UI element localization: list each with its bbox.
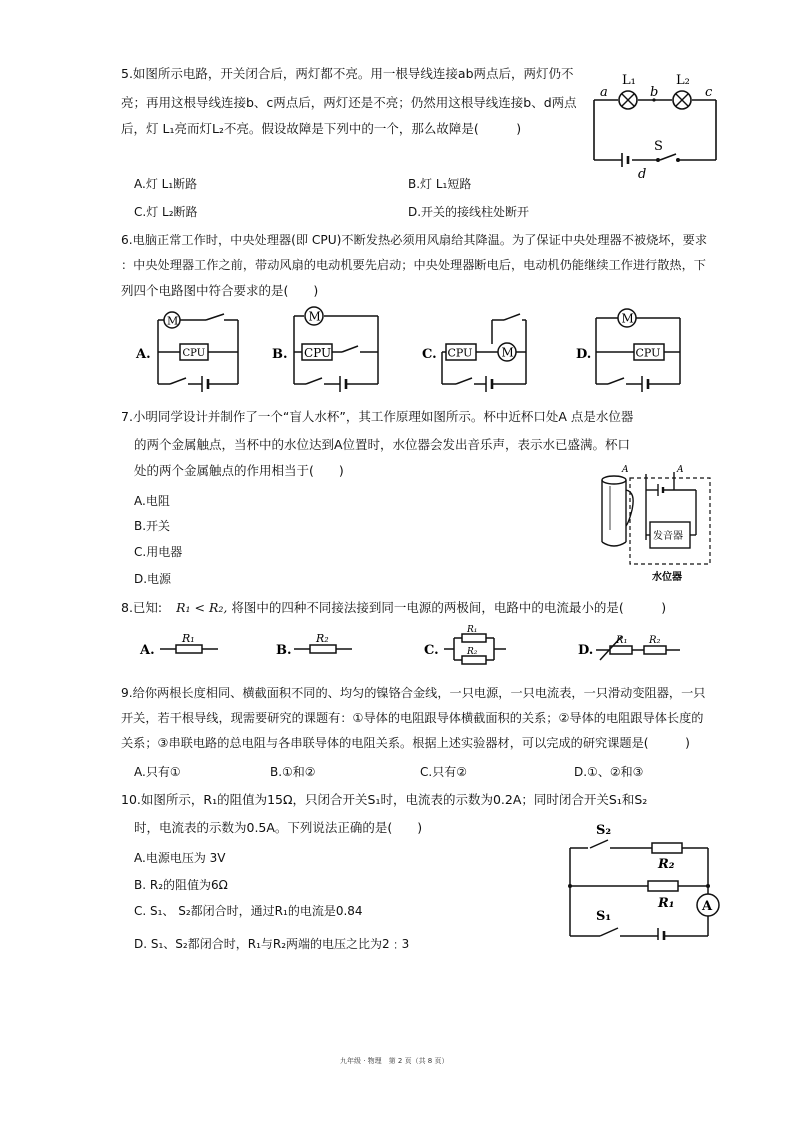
q9-option-c: C.只有② [420, 765, 467, 779]
q7-line3: 处的两个金属触点的作用相当于( ) [134, 463, 344, 478]
q5-label-S: S [654, 139, 663, 154]
q9-line1: 9.给你两根长度相同、横截面积不同的、均匀的镍铬合金线，一只电源，一只电流表，一只滑动变阻器，一只 [121, 686, 706, 700]
q5-option-b: B.灯 L₁短路 [408, 177, 472, 191]
q6-label-d: D. [576, 347, 592, 362]
q7-option-d: D.电源 [134, 572, 172, 586]
q5-label-d: d [638, 167, 647, 182]
q10-option-b: B. R₂的阻值为6Ω [134, 878, 228, 892]
q8-d-R1: R₁ [616, 635, 628, 646]
q7-line2: 的两个金属触点，当杯中的水位达到A位置时，水位器会发出音乐声，表示水已盛满。杯口 [134, 437, 631, 452]
q10-option-c: C. S₁、 S₂都闭合时，通过R₁的电流是0.84 [134, 904, 363, 918]
q6-a-cpu: CPU [182, 348, 206, 359]
q9-option-b: B.①和② [270, 765, 316, 779]
q6-circuit-d [574, 304, 686, 396]
q6-d-cpu: CPU [635, 346, 661, 360]
q10-option-d: D. S₁、S₂都闭合时，R₁与R₂两端的电压之比为2﹕3 [134, 937, 410, 951]
q6-b-cpu: CPU [304, 346, 332, 360]
q8-stem [121, 600, 666, 616]
q5-label-L2: L₂ [676, 73, 690, 88]
q6-d-motor: M [621, 311, 634, 326]
q5-option-a: A.灯 L₁断路 [134, 177, 198, 191]
q7-water-cup-figure [596, 460, 716, 584]
q5-option-c: C.灯 L₂断路 [134, 205, 198, 219]
q8-label-b: B. [276, 643, 292, 658]
q8-label-a: A. [140, 643, 155, 658]
q10-label-R2: R₂ [658, 857, 675, 872]
q7-option-a: A.电阻 [134, 494, 170, 508]
q5-line2: 亮；再用这根导线连接b、c两点后，两灯还是不亮；仍然用这根导线连接b、d两点 [121, 95, 577, 110]
q6-line2: ：中央处理器工作之前，带动风扇的电动机要先启动；中央处理器断电后，电动机仍能继续工作进行散热，下 [121, 258, 706, 272]
q9-line3: 关系；③串联电路的总电阻与各串联导体的电阻关系。根据上述实验器材，可以完成的研究课题是( ) [121, 736, 690, 750]
q8-option-a-figure [138, 630, 222, 664]
q8-label-d: D. [578, 643, 594, 658]
cup-icon [602, 476, 633, 546]
page-footer: 九年级 · 物理 第 2 页（共 8 页） [340, 1057, 449, 1065]
q9-option-a: A.只有① [134, 765, 181, 779]
q6-circuit-c [422, 306, 534, 396]
q6-line1: 6.电脑正常工作时，中央处理器(即 CPU)不断发热必须用风扇给其降温。为了保证中央处理器不被烧坏，要求 [121, 233, 708, 247]
q8-c-R2: R₂ [467, 647, 478, 657]
q10-label-S1: S₁ [596, 909, 612, 924]
q5-circuit-figure [588, 70, 723, 182]
q7-line1: 7.小明同学设计并制作了一个“盲人水杯”，其工作原理如图所示。杯中近杯口处A 点是水位器 [121, 409, 634, 424]
lamp-L1 [619, 91, 637, 109]
q5-label-a: a [600, 85, 608, 100]
q7-label-A-right: A [677, 465, 684, 475]
q10-circuit-figure [560, 820, 722, 940]
q10-label-S2: S₂ [596, 823, 612, 838]
q5-line3: 后，灯 L₁亮而灯L₂不亮。假设故障是下列中的一个，那么故障是( ) [121, 121, 522, 136]
q10-option-a: A.电源电压为 3V [134, 851, 226, 865]
q6-label-a: A. [136, 347, 151, 362]
q6-a-motor: M [167, 314, 179, 328]
q8-stem-rest: 将图中的四种不同接法接到同一电源的两极间，电路中的电流最小的是( ) [227, 600, 667, 615]
q8-c-R1: R₁ [467, 625, 478, 635]
lamp-L2 [673, 91, 691, 109]
q5-label-b: b [650, 85, 659, 100]
q8-option-b-figure [274, 630, 358, 664]
q6-c-motor: M [501, 345, 514, 360]
q8-b-R2: R₂ [316, 632, 329, 645]
q6-circuit-b [272, 302, 390, 396]
q5-line1: 5.如图所示电路，开关闭合后，两灯都不亮。用一根导线连接ab两点后，两灯仍不 [121, 66, 574, 81]
q10-line2: 时，电流表的示数为0.5A。下列说法正确的是( ) [134, 820, 423, 835]
q10-ammeter-label: A [702, 899, 713, 914]
q8-a-R1: R₁ [182, 632, 195, 645]
q6-b-motor: M [308, 309, 321, 324]
q9-line2: 开关，若干根导线，现需要研究的课题有：①导体的电阻跟导体横截面积的关系；②导体的电阻跟导体长度的 [121, 711, 704, 725]
q8-option-c-figure [422, 624, 522, 668]
q6-label-c: C. [422, 347, 437, 362]
q7-option-b: B.开关 [134, 519, 171, 533]
q10-line1: 10.如图所示，R₁的阻值为15Ω，只闭合开关S₁时，电流表的示数为0.2A；同时闭合开关S₁和S₂ [121, 792, 648, 807]
q8-label-c: C. [424, 643, 439, 658]
q7-label-A-left: A [622, 465, 629, 475]
q5-label-c: c [705, 85, 713, 100]
q5-label-L1: L₁ [622, 73, 636, 88]
q7-option-c: C.用电器 [134, 545, 183, 559]
q9-option-d: D.①、②和③ [574, 765, 644, 779]
q8-d-R2: R₂ [649, 635, 661, 646]
q8-option-d-figure [576, 630, 686, 664]
q8-stem-prefix: 8.已知: [121, 600, 163, 615]
q5-option-d: D.开关的接线柱处断开 [408, 205, 530, 219]
q10-label-R1: R₁ [658, 896, 675, 911]
q7-caption: 水位器 [652, 572, 682, 583]
q6-label-b: B. [272, 347, 288, 362]
q8-stem-math: R₁ < R₂, [176, 600, 228, 615]
q6-line3: 列四个电路图中符合要求的是( ) [121, 283, 319, 298]
q7-sounder-label: 发音器 [653, 531, 683, 542]
q6-circuit-a [134, 306, 246, 396]
q6-c-cpu: CPU [447, 346, 473, 360]
